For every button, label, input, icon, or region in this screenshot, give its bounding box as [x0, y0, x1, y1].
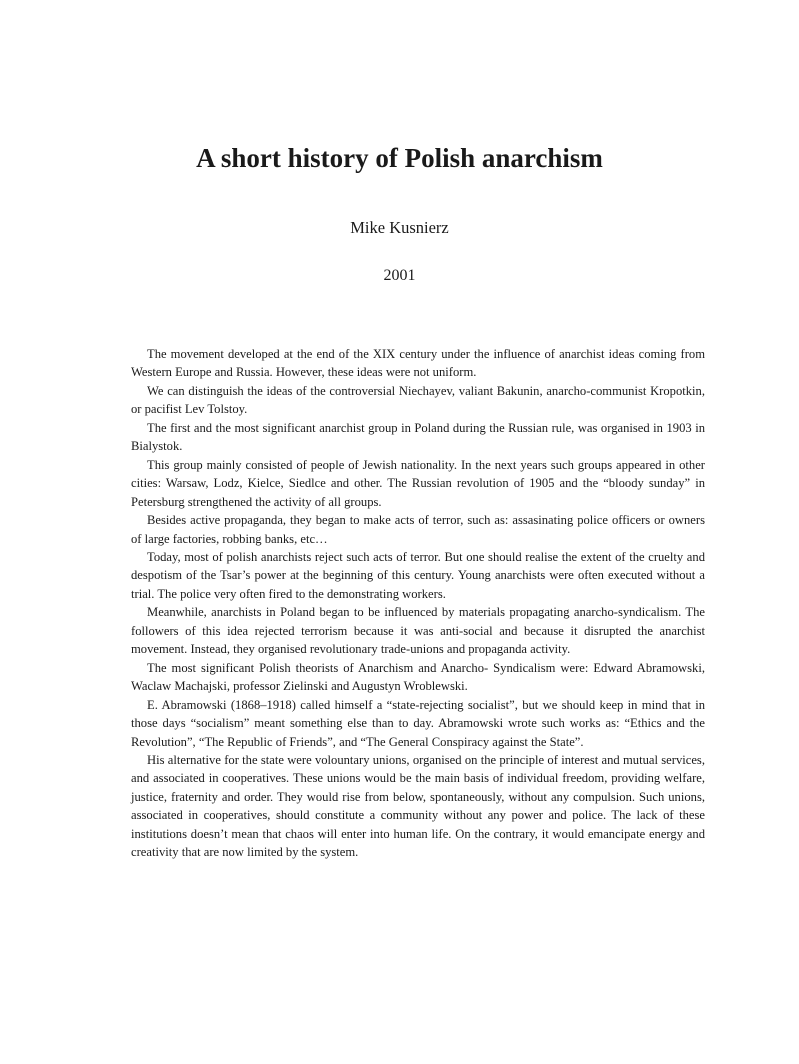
- paragraph: Meanwhile, anarchists in Poland began to be influenced by materials propagating anarcho-syndicalism. The followers of this idea rejected terrorism because it was anti-social and because it disrupted the anarchist movement. Instead, they organised revolutionary trade-unions and propaganda activity.: [131, 605, 705, 657]
- paragraph: E. Abramowski (1868–1918) called himself a “state-rejecting socialist”, but we should keep in mind that in those days “socialism” meant something else than to day. Abramowski wrote such works as: “Ethics and the Revolution”, “The Republic of Friends”, and “The General Conspiracy against the State”.: [131, 697, 705, 749]
- paragraph: Today, most of polish anarchists reject such acts of terror. But one should realise the extent of the cruelty and despotism of the Tsar’s power at the beginning of this century. Young anarchists were often executed without a trial. The police very often fired to the demonstrating workers.: [131, 549, 705, 601]
- body-text: [131, 345, 705, 862]
- publication-year: 2001: [383, 267, 416, 284]
- paragraph: This group mainly consisted of people of Jewish nationality. In the next years such groups appeared in other cities: Warsaw, Lodz, Kielce, Siedlce and other. The Russian revolution of 1905 and the “bloody sunday” in Petersburg strengthened the activity of all groups.: [131, 457, 705, 509]
- document-title: A short history of Polish anarchism: [196, 143, 603, 173]
- paragraph: His alternative for the state were volountary unions, organised on the principle of interest and mutual services, and associated in cooperatives. These unions would be the main basis of individual freedom, providing welfare, justice, fraternity and order. They would rise from below, spontaneously, without any compulsion. Such unions, associated in cooperatives, should constitute a community without any power and police. The lack of these institutions doesn’t mean that chaos will enter into human life. On the contrary, it would emancipate energy and creativity that are now limited by the system.: [131, 752, 705, 860]
- paragraph: The movement developed at the end of the XIX century under the influence of anarchist ideas coming from Western Europe and Russia. However, these ideas were not uniform.: [131, 347, 705, 380]
- paragraph: The most significant Polish theorists of Anarchism and Anarcho- Syndicalism were: Edward Abramowski, Waclaw Machajski, professor Zielinski and Augustyn Wroblewski.: [131, 660, 705, 694]
- paragraph: The first and the most significant anarchist group in Poland during the Russian rule, was organised in 1903 in Bialystok.: [131, 420, 705, 454]
- author-name: Mike Kusnierz: [350, 218, 449, 237]
- paragraph: Besides active propaganda, they began to make acts of terror, such as: assasinating police officers or owners of large factories, robbing banks, etc…: [131, 513, 705, 546]
- paragraph: We can distinguish the ideas of the controversial Niechayev, valiant Bakunin, anarcho-communist Kropotkin, or pacifist Lev Tolstoy.: [131, 383, 705, 417]
